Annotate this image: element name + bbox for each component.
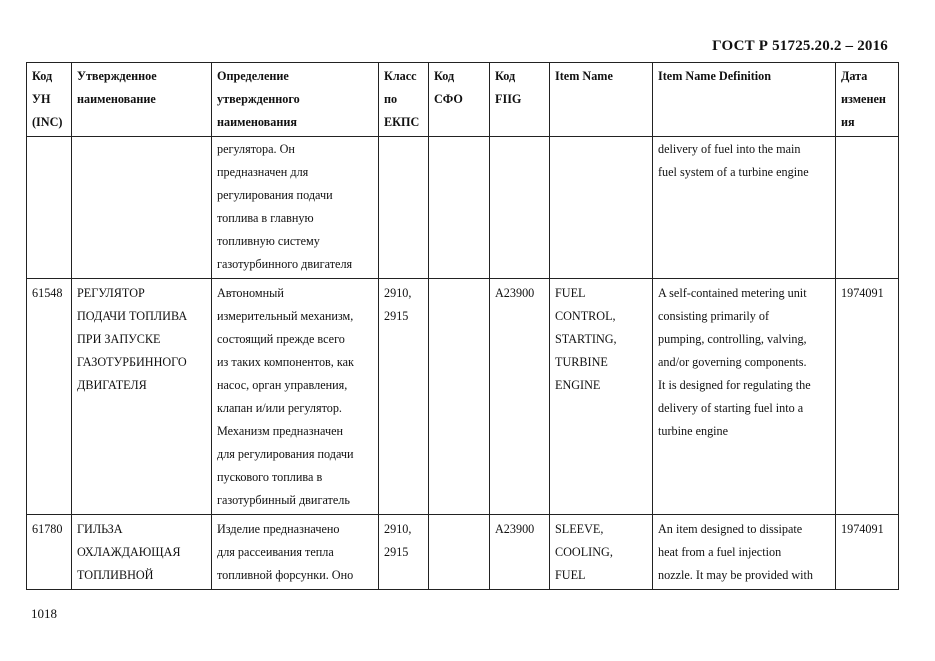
header-item-name: Item Name [550,63,653,137]
cell-fiig-code: A23900 [490,279,550,515]
cell-item-name-definition: A self-contained metering unit consisting primarily of pumping, controlling, valving, and/or governing components. It is designed for regulating the delivery of starting fuel into a turbine engine [653,279,836,515]
table-row [27,279,899,515]
cell-change-date: 1974091 [836,515,899,590]
catalog-table [26,62,899,590]
cell-ekps-class: 2910, 2915 [379,515,429,590]
cell-inc [27,137,72,279]
cell-inc: 61548 [27,279,72,515]
header-inc: Код УН (INC) [27,63,72,137]
cell-approved-name: ГИЛЬЗА ОХЛАЖДАЮЩАЯ ТОПЛИВНОЙ [72,515,212,590]
cell-fiig-code [490,137,550,279]
table-header-row [27,63,899,137]
cell-change-date: 1974091 [836,279,899,515]
header-definition: Определение утвержденного наименования [212,63,379,137]
cell-ekps-class [379,137,429,279]
cell-item-name-definition: An item designed to dissipate heat from a fuel injection nozzle. It may be provided with [653,515,836,590]
cell-change-date [836,137,899,279]
header-fiig-code: Код FIIG [490,63,550,137]
cell-definition: Изделие предназначено для рассеивания тепла топливной форсунки. Оно [212,515,379,590]
cell-item-name [550,137,653,279]
cell-definition: регулятора. Он предназначен для регулирования подачи топлива в главную топливную систему газотурбинного двигателя [212,137,379,279]
cell-sfo-code [429,137,490,279]
cell-item-name: SLEEVE, COOLING, FUEL [550,515,653,590]
cell-sfo-code [429,279,490,515]
cell-item-name: FUEL CONTROL, STARTING, TURBINE ENGINE [550,279,653,515]
cell-ekps-class: 2910, 2915 [379,279,429,515]
header-item-name-definition: Item Name Definition [653,63,836,137]
cell-approved-name: РЕГУЛЯТОР ПОДАЧИ ТОПЛИВА ПРИ ЗАПУСКЕ ГАЗОТУРБИННОГО ДВИГАТЕЛЯ [72,279,212,515]
header-ekps-class: Класс по ЕКПС [379,63,429,137]
header-change-date: Дата изменен ия [836,63,899,137]
cell-inc: 61780 [27,515,72,590]
header-sfo-code: Код СФО [429,63,490,137]
cell-sfo-code [429,515,490,590]
cell-approved-name [72,137,212,279]
table-row [27,137,899,279]
header-approved-name: Утвержденное наименование [72,63,212,137]
cell-fiig-code: A23900 [490,515,550,590]
cell-item-name-definition: delivery of fuel into the main fuel system of a turbine engine [653,137,836,279]
cell-definition: Автономный измерительный механизм, состоящий прежде всего из таких компонентов, как насос, орган управления, клапан и/или регулятор. Механизм предназначен для регулирования подачи пускового топлива в газотурбинный двигатель [212,279,379,515]
page-number: 1018 [31,606,57,621]
document-title: ГОСТ Р 51725.20.2 – 2016 [712,38,888,54]
table-row [27,515,899,590]
